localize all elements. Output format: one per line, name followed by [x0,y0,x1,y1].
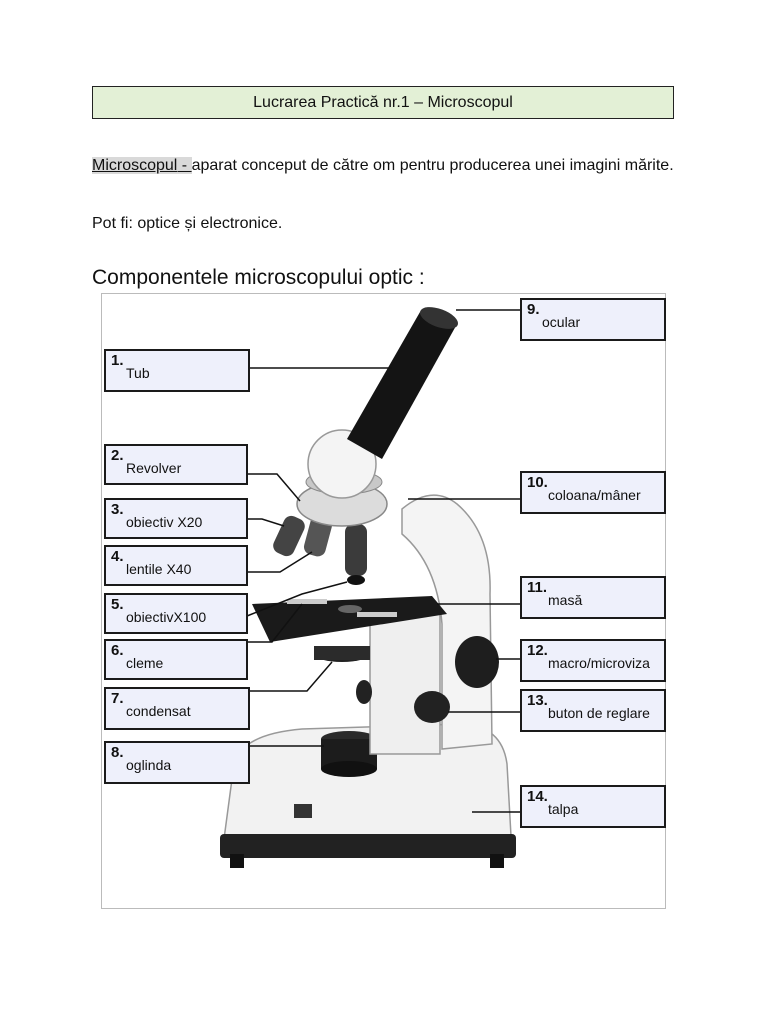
microscope-figure [101,293,666,909]
label-text: macro/microviza [548,655,650,671]
label-3-obiectiv-x20 [104,498,248,539]
label-13-buton [520,689,666,732]
base-foot-right [490,854,504,868]
label-12-macro [520,639,666,682]
label-number: 4. [111,548,124,565]
base-logo [294,804,312,818]
mirror-bottom [321,761,377,777]
base-bottom [220,834,516,858]
term-dash: - [177,157,192,174]
label-number: 6. [111,642,124,659]
label-text: lentile X40 [126,561,192,577]
definition-paragraph [92,154,682,177]
objective-x20 [271,513,308,559]
label-text: cleme [126,655,164,671]
line-condensat [247,662,332,691]
clip-right [357,612,397,617]
label-text: obiectivX100 [126,609,207,625]
label-number: 5. [111,596,124,613]
label-number: 3. [111,501,124,518]
label-number: 1. [111,352,124,369]
types-paragraph: Pot fi: optice și electronice. [92,215,283,232]
label-number: 14. [527,788,548,805]
label-number: 10. [527,474,548,491]
focus-block [370,614,440,754]
label-number: 9. [527,301,540,318]
line-x40 [247,552,312,572]
label-7-condensat [104,687,250,730]
label-8-oglinda [104,741,250,784]
macro-knob [455,636,499,688]
stage-hole [338,605,362,613]
base-foot-left [230,854,244,868]
label-5-obiectiv-x100 [104,593,248,634]
definition-text: aparat conceput de către om pentru producerea unei imagini mărite. [191,157,674,174]
label-text: masă [548,592,583,608]
clip-left [287,599,327,604]
condenser-ring [314,646,370,660]
line-revolver [247,474,300,501]
label-text: buton de reglare [548,705,650,721]
label-1-tub [104,349,250,392]
label-4-lentile-x40 [104,545,248,586]
label-9-ocular [520,298,666,341]
label-text: talpa [548,801,579,817]
label-text: oglinda [126,757,172,773]
label-number: 13. [527,692,548,709]
label-number: 7. [111,690,124,707]
label-11-masa [520,576,666,619]
label-text: Revolver [126,460,182,476]
label-10-coloana [520,471,666,514]
label-text: Tub [126,365,150,381]
label-number: 2. [111,447,124,464]
tube [347,312,457,459]
term-microscopul: Microscopul [92,157,178,174]
label-number: 11. [527,579,548,596]
label-2-revolver [104,444,248,485]
section-heading: Componentele microscopului optic : [92,266,425,289]
line-x20 [247,519,284,526]
page-title: Lucrarea Practică nr.1 – Microscopul [92,86,674,119]
label-text: obiectiv X20 [126,514,203,530]
label-text: condensat [126,703,191,719]
label-14-talpa [520,785,666,828]
label-number: 8. [111,744,124,761]
objective-tip [347,575,365,585]
label-6-cleme [104,639,248,680]
left-knob [356,680,372,704]
label-text: coloana/mâner [548,487,641,503]
label-number: 12. [527,642,548,659]
adjust-knob [414,691,450,723]
label-text: ocular [542,314,581,330]
objective-x100 [345,524,367,576]
